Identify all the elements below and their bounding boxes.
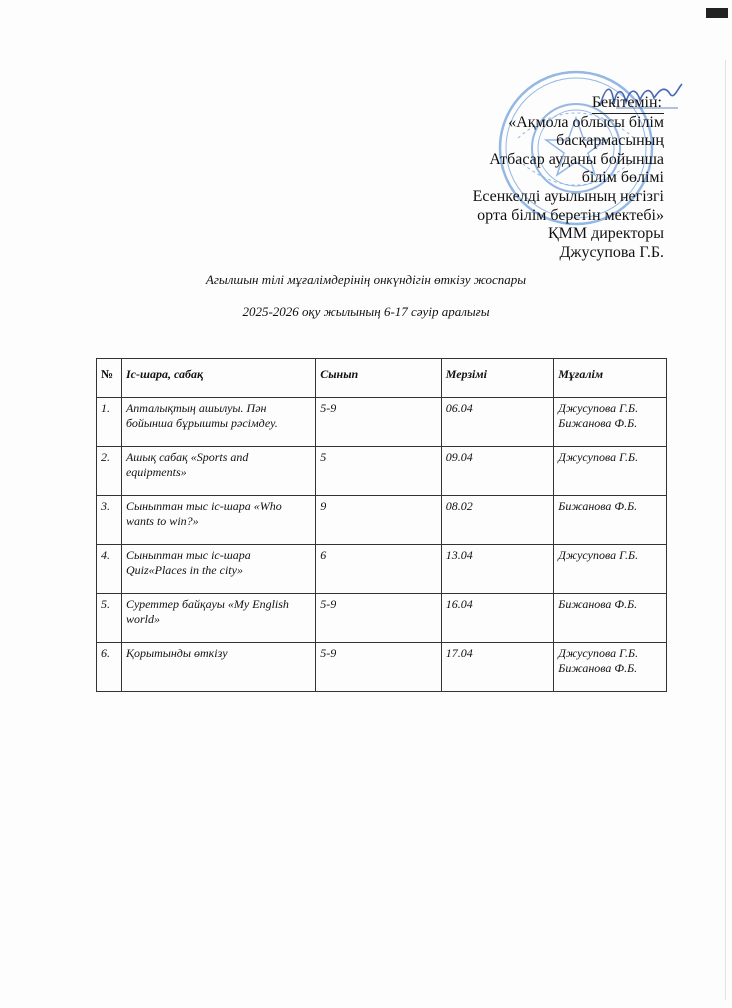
row-event: Ашық сабақ «Sports and equipments» <box>121 447 315 496</box>
row-class: 5 <box>316 447 441 496</box>
row-class: 5-9 <box>316 594 441 643</box>
approval-label: Бекітемін: <box>592 94 664 114</box>
row-date: 09.04 <box>441 447 554 496</box>
row-number: 4. <box>97 545 122 594</box>
approval-line: білім бөлімі <box>581 169 664 187</box>
row-teacher: Бижанова Ф.Б. <box>554 496 667 545</box>
row-event: Апталықтың ашылуы. Пән бойынша бұрышты рәсімдеу. <box>121 398 315 447</box>
row-number: 2. <box>97 447 122 496</box>
table-row <box>97 594 667 643</box>
row-number: 6. <box>97 643 122 692</box>
approval-line: ҚММ директоры <box>547 225 664 243</box>
approval-line: Есенкелді ауылының негізгі <box>472 187 664 205</box>
row-class: 5-9 <box>316 643 441 692</box>
row-event: Сыныптан тыс іс-шара Quiz«Places in the city» <box>121 545 315 594</box>
row-number: 3. <box>97 496 122 545</box>
row-event: Қорытынды өткізу <box>121 643 315 692</box>
table-row <box>97 496 667 545</box>
row-class: 9 <box>316 496 441 545</box>
row-date: 06.04 <box>441 398 554 447</box>
table-row <box>97 545 667 594</box>
row-teacher: Джусупова Г.Б. Бижанова Ф.Б. <box>554 398 667 447</box>
document-subtitle: 2025-2026 оқу жылының 6-17 сәуір аралығы <box>242 304 490 319</box>
table-row <box>97 643 667 692</box>
plan-table <box>96 358 667 692</box>
row-teacher: Бижанова Ф.Б. <box>554 594 667 643</box>
scan-edge-line <box>725 60 726 1000</box>
header-date: Мерзімі <box>441 359 554 398</box>
row-date: 17.04 <box>441 643 554 692</box>
row-number: 1. <box>97 398 122 447</box>
row-teacher: Джусупова Г.Б. <box>554 447 667 496</box>
row-date: 08.02 <box>441 496 554 545</box>
row-date: 13.04 <box>441 545 554 594</box>
header-event: Іс-шара, сабақ <box>121 359 315 398</box>
row-number: 5. <box>97 594 122 643</box>
row-teacher: Джусупова Г.Б. Бижанова Ф.Б. <box>554 643 667 692</box>
row-event: Суреттер байқауы «My English world» <box>121 594 315 643</box>
approval-line: орта білім беретін мектебі» <box>477 206 664 224</box>
row-date: 16.04 <box>441 594 554 643</box>
row-class: 5-9 <box>316 398 441 447</box>
director-name: Джусупова Г.Б. <box>559 243 664 261</box>
approval-block <box>473 94 664 262</box>
table-header-row <box>97 359 667 398</box>
row-class: 6 <box>316 545 441 594</box>
header-class: Сынып <box>316 359 441 398</box>
row-teacher: Джусупова Г.Б. <box>554 545 667 594</box>
approval-line: басқармасының <box>556 132 664 150</box>
approval-line: Атбасар ауданы бойынша <box>489 150 664 168</box>
document-title: Агылшын тілі мұғалімдерінің онкүндігін өткізу жоспары <box>205 272 527 287</box>
header-teacher: Мұғалім <box>554 359 667 398</box>
header-number: № <box>97 359 122 398</box>
scan-corner-mark <box>706 8 728 18</box>
table-row <box>97 447 667 496</box>
table-row <box>97 398 667 447</box>
approval-line: «Ақмола облысы білім <box>508 113 664 131</box>
row-event: Сыныптан тыс іс-шара «Who wants to win?» <box>121 496 315 545</box>
